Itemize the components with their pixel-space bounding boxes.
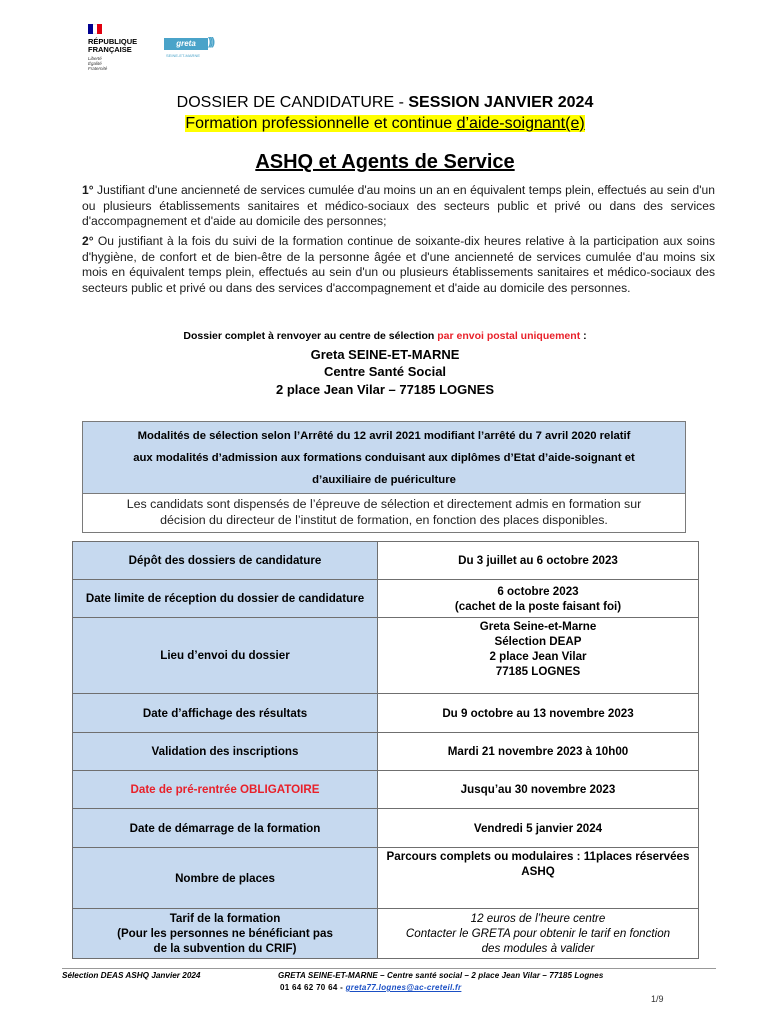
modalites-body: Les candidats sont dispensés de l’épreuve de sélection et directement admis en formation sur décision du directeur de l’institut de formation, en fonction des places disponibles. [126,497,642,527]
title-formation: Formation professionnelle et continue d’aide-soignant(e) [185,115,585,132]
modalites-heading: Modalités de sélection selon l’Arrêté du 12 avril 2021 modifiant l’arrêté du 7 avril 2020 relatif aux modalités d’admission aux formations conduisant aux diplômes d’Etat d’aide-soignant et d’auxiliaire de puériculture [83,422,685,494]
table-row [73,542,699,580]
greta-arcs-icon: ))) [208,36,213,48]
row-label: Validation des inscriptions [73,733,378,771]
row-value: Mardi 21 novembre 2023 à 10h00 [378,733,699,771]
footer-phone: 01 64 62 70 64 - [280,983,346,992]
schedule-table [72,541,699,959]
footer-contact [280,983,461,992]
header-logos [80,24,280,76]
table-row [73,771,699,809]
row-value: Parcours complets ou modulaires : 11places réservées ASHQ [378,848,699,909]
row-label: Date de démarrage de la formation [73,809,378,848]
row-label: Date d’affichage des résultats [73,694,378,733]
table-row [73,580,699,618]
table-row [73,809,699,848]
footer-divider [62,968,716,969]
row-value: Vendredi 5 janvier 2024 [378,809,699,848]
table-row [73,733,699,771]
greta-logo-text: greta [164,38,208,50]
footer-email-link[interactable]: greta77.lognes@ac-creteil.fr [345,983,462,992]
address-line-1: Greta SEINE-ET-MARNE [310,347,460,362]
greta-logo-sub: SEINE-ET-MARNE [166,53,201,58]
row-value: Jusqu’au 30 novembre 2023 [378,771,699,809]
row-label: Dépôt des dossiers de candidature [73,542,378,580]
row-label: Date limite de réception du dossier de candidature [73,580,378,618]
row-value: Du 9 octobre au 13 novembre 2023 [378,694,699,733]
address-line-2: Centre Santé Social [323,364,447,379]
dossier-instructions: Dossier complet à renvoyer au centre de sélection par envoi postal uniquement : [183,330,587,342]
row-value: Greta Seine-et-Marne Sélection DEAP 2 place Jean Vilar 77185 LOGNES [378,618,699,694]
row-label: Tarif de la formation (Pour les personnes ne bénéficiant pas de la subvention du CRIF) [73,909,378,959]
greta-logo [164,38,228,66]
row-label: Date de pré-rentrée OBLIGATOIRE [73,771,378,809]
footer-left: Sélection DEAS ASHQ Janvier 2024 [62,971,201,980]
table-row [73,848,699,909]
condition-1-paragraph: 1° Justifiant d'une ancienneté de services cumulée d'au moins un an en équivalent temps plein, effectués au sein d'un ou plusieurs établissements sanitaires et médico-sociaux des secteurs public et privé ou dans des services d'accompagnement et d'aide au domicile des personnes; [82,183,715,229]
row-label: Nombre de places [73,848,378,909]
address-line-3: 2 place Jean Vilar – 77185 LOGNES [276,382,494,397]
row-value: 6 octobre 2023 (cachet de la poste faisant foi) [378,580,699,618]
title-main: ASHQ et Agents de Service [255,151,515,173]
row-label: Lieu d’envoi du dossier [73,618,378,694]
title-dossier: DOSSIER DE CANDIDATURE - SESSION JANVIER 2024 [176,94,594,111]
tricolor-flag-icon [88,24,102,34]
rf-logo-text: RÉPUBLIQUE FRANÇAISE [88,37,138,54]
rf-devise: Liberté Égalité Fraternité [88,56,108,71]
row-value: 12 euros de l’heure centre Contacter le GRETA pour obtenir le tarif en fonction des modules à valider [378,909,699,959]
footer-address: GRETA SEINE-ET-MARNE – Centre santé social – 2 place Jean Vilar – 77185 Lognes [278,971,604,980]
table-row [73,694,699,733]
page-number: 1/9 [651,994,664,1004]
table-row [73,618,699,694]
condition-2-paragraph: 2° Ou justifiant à la fois du suivi de la formation continue de soixante-dix heures relative à la participation aux soins d'hygiène, de confort et de bien-être de la personne âgée et d'une ancienneté de services cumulée d'au moins six mois en équivalent temps plein, effectués au sein d'un ou plusieurs établissements sanitaires et médico-sociaux des secteurs public et privé ou dans des services d'accompagnement et d'aide au domicile des personnes. [82,234,715,295]
row-value: Du 3 juillet au 6 octobre 2023 [378,542,699,580]
modalites-box [82,421,686,533]
table-row [73,909,699,959]
